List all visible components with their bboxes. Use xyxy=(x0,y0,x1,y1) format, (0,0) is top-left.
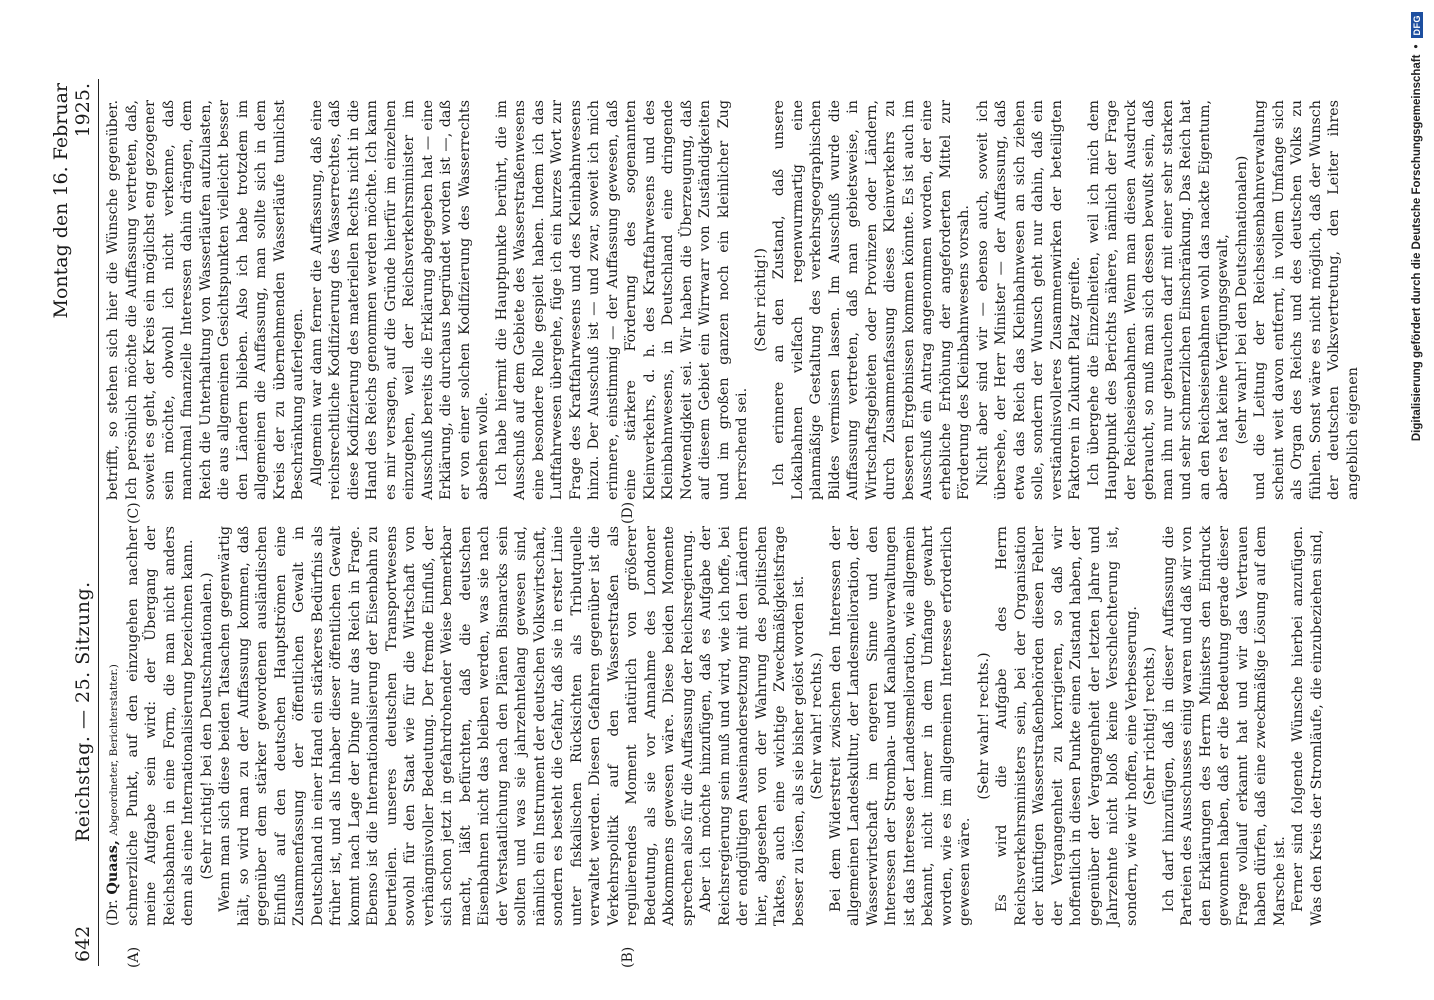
paragraph: Aber ich möchte hinzufügen, daß es Aufgabe der Reichsregierung sein muß und wird, wie ich hoffe, bei der endgültigen Auseinandersetzung mit den Ländern hier, abgesehen von der Wahrung des politischen Taktes, auch eine wichtige Zweckmäßigkeitsfrage besser zu lösen, als sie bisher gelöst worden ist. xyxy=(698,526,807,926)
paragraph: Wenn man sich diese beiden Tatsachen gegenwärtig hält, so wird man zu der Auffassung kommen, daß gegenüber dem stärker gewordenen ausländischen Einfluß auf den deutschen Hauptströmen eine Zusammenfassung der öffentlichen Gewalt in Deutschland in einer Hand ein stärkeres Bedürfnis als früher ist, und als Inhaber dieser öffentlichen Gewalt kommt nach Lage der Dinge nur das Reich in Frage. Ebenso ist die Internationalisierung der Eisenbahn zu beurteilen. unseres deutschen Transportwesens sowohl für den Staat wie für die Wirtschaft von verhängnisvoller Bedeutung. Der fremde Einfluß, der sich schon jetzt in gefahrdrohender Weise bemerkbar macht, läßt befürchten, daß die deutschen Eisenbahnen nicht das bleiben werden, was sie nach der Verstaatlichung nach den Plänen Bismarcks sein sollten und was sie jahrzehntelang gewesen sind, nämlich ein Instrument der deutschen Volkswirtschaft, sondern es besteht die Gefahr, daß sie in erster Linie unter fiskalischen Rücksichten als Tributquelle verwaltet werden. Diesen Gefahren gegenüber ist die Verkehrspolitik auf den Wasserstraßen als regulierendes Moment natürlich von größerer Bedeutung, als sie vor Annahme des Londoner Abkommens gewesen wäre. Diese beiden Momente sprechen also für die Auffassung der Reichsregierung. xyxy=(217,526,696,926)
margin-mark-c: (C) xyxy=(126,502,142,524)
speaker-role: Abgeordneter, Berichterstatter.) xyxy=(108,664,120,836)
running-title: Reichstag. — 25. Sitzung. xyxy=(72,581,94,842)
credit-text: Digitalisierung gefördert durch die Deutsche Forschungsgemeinschaft xyxy=(1411,54,1423,442)
margin-mark-a: (A) xyxy=(126,946,142,968)
paragraph: schmerzliche Punkt, auf den einzugehen nachher meine Aufgabe sein wird: der Übergang der Reichsbahnen in eine Form, die man nicht anders denn als eine Internationalisierung bezeichnen kann. xyxy=(124,526,196,926)
session-date: Montag den 16. Februar 1925. xyxy=(50,83,94,319)
interjection: (Sehr richtig! bei den Deutschnationalen.) xyxy=(198,572,215,880)
paragraph: betrifft, so stehen sich hier die Wünsche gegenüber. Ich persönlich möchte die Auffassung vertreten, daß, soweit es geht, der Kreis ein möglichst eng gezogener sein möchte, obwohl ich nicht verkenne, daß manchmal finanzielle Interessen dahin drängen, dem Reich die Unterhaltung von Wasserläufen aufzulasten, die aus allgemeinen Gesichtspunkten vielleicht besser den Ländern blieben. Also ich habe trotzdem im allgemeinen die Auffassung, man sollte sich in dem Kreis der zu übernehmenden Wasserläufe tunlichst Beschränkung auferlegen. xyxy=(105,100,306,500)
paragraph: Bei dem Widerstreit zwischen den Interessen der allgemeinen Landeskultur, der Landesmelioration, der Wasserwirtschaft im engeren Sinne und den Interessen der Strombau- und Kanalbauverwaltungen ist das Interesse der Landesmelioration, wie allgemein bekannt, nicht immer in dem Umfange gewahrt worden, wie es im allgemeinen Interesse erforderlich gewesen wäre. xyxy=(827,526,973,926)
interjection: (Sehr richtig!) xyxy=(752,248,769,352)
page-number: 642 xyxy=(72,925,94,962)
paragraph: Ferner sind folgende Wünsche hierbei anzufügen. Was den Kreis der Stromläufe, die einzubeziehen sind, xyxy=(1290,526,1325,926)
speaker-prefix: (Dr. xyxy=(105,899,121,926)
paragraph: Ich habe hiermit die Hauptpunkte berührt, die im Ausschuß auf dem Gebiete des Wasserstraßenwesens eine besondere Rolle gespielt haben. Indem ich das Luftfahrwesen übergehe, füge ich ein kurzes Wort zur Frage des Kraftfahrwesens und des Kleinbahnwesens hinzu. Der Ausschuß ist — und zwar, soweit ich mich erinnere, einstimmig — der Auffassung gewesen, daß eine stärkere Förderung des sogenannten Kleinverkehrs, d. h. des Kraftfahrwesens und des Kleinbahnwesens, in Deutschland eine dringende Notwendigkeit sei. Wir haben die Überzeugung, daß auf diesem Gebiet ein Wirrwarr von Zuständigkeiten und im großen ganzen noch ein kleinlicher Zug herrschend sei. xyxy=(493,100,750,500)
paragraph: Ich erinnere an den Zustand, daß unsere Lokalbahnen vielfach regenwurmartig eine planmäßige Gestaltung des verkehrsgeographischen Bildes vermissen lassen. Im Ausschuß wurde die Auffassung vertreten, daß man gebietsweise, in Wirtschaftsgebieten oder Provinzen oder Ländern, durch Zusammenfassung dieses Kleinverkehrs zu besseren Ergebnissen kommen könnte. Es ist auch im Ausschuß ein Antrag angenommen worden, der eine erhebliche Erhöhung der angeforderten Mittel zur Förderung des Kleinbahnwesens vorsah. xyxy=(771,100,972,500)
interjection: (sehr wahr! bei den Deutschnationalen) xyxy=(1233,155,1250,445)
dfg-logo: DFG xyxy=(1411,12,1423,39)
interjection: (Sehr richtig! rechts.) xyxy=(1142,646,1158,806)
speaker-line xyxy=(104,526,124,926)
margin-mark-d: (D) xyxy=(620,501,636,524)
header-rule xyxy=(98,79,99,966)
left-column xyxy=(104,526,1326,926)
rotated-document-page xyxy=(50,75,1361,970)
paragraph: Nicht aber sind wir — ebenso auch, soweit ich übersehe, der Herr Minister — der Auffassung, daß etwa das Reich das Kleinbahnwesen an sich ziehen solle, sondern der Wunsch geht nur dahin, daß ein verständnisvolleres Zusammenwirken der beteiligten Faktoren in Zukunft Platz greifte. xyxy=(974,100,1083,500)
paragraph: Allgemein war dann ferner die Auffassung, daß eine reichsrechtliche Kodifizierung des Wasserrechtes, daß diese Kodifizierung des materiellen Rechts nicht in die Hand des Reichs genommen werden möchte. Ich kann es mir versagen, auf die Gründe hierfür im einzelnen einzugehen, weil der Reichsverkehrsminister im Ausschuß bereits die Erklärung abgegeben hat — eine Erklärung, die durchaus begründet worden ist —, daß er von einer solchen Kodifizierung des Wasserrechts absehen wolle. xyxy=(308,100,491,500)
paragraph: Ich darf hinzufügen, daß in dieser Auffassung die Parteien des Ausschusses einig waren und daß wir von den Erklärungen des Herrn Ministers den Eindruck gewonnen haben, daß er die Bedeutung gerade dieser Frage vollauf erkannt hat und wir das Vertrauen haben dürfen, daß eine zweckmäßige Lösung auf dem Marsche ist. xyxy=(1160,526,1288,926)
margin-mark-b: (B) xyxy=(620,946,636,968)
digitization-credit: Digitalisierung gefördert durch die Deutsche Forschungsgemeinschaft • DFG xyxy=(1404,12,1430,992)
speaker-name: Quaas, xyxy=(105,840,121,895)
page-header xyxy=(50,83,94,962)
paragraph: Ich übergehe die Einzelheiten, weil ich mich dem Hauptpunkt des Berichts nähere, nämlich der Frage der Reichseisenbahnen. Wenn man diesen Ausdruck gebraucht, so muß man sich dessen bewußt sein, daß man ihn nur gebrauchen darf mit einer sehr starken und sehr schmerzlichen Einschränkung. Das Reich hat an den Reichseisenbahnen wohl das nackte Eigentum, aber es hat keine Verfügungsgewalt, xyxy=(1085,100,1231,500)
interjection: (Sehr wahr! rechts.) xyxy=(975,652,992,800)
paragraph: und die Leitung der Reichseisenbahnverwaltung scheint weit davon entfernt, in vollem Umfange sich als Organ des Reichs und des deutschen Volks zu fühlen. Sonst wäre es nicht möglich, daß der Wunsch der deutschen Volksvertretung, den Leiter ihres angeblich eigenen xyxy=(1252,100,1361,500)
right-column xyxy=(104,100,1362,500)
paragraph: Es wird die Aufgabe des Herrn Reichsverkehrsministers sein, bei der Organisation der künftigen Wasserstraßenbehörden diesen Fehler der Vergangenheit zu korrigieren, so daß wir hoffentlich in diesen Punkte einen Zustand haben, der gegenüber der Vergangenheit der letzten Jahre und Jahrzehnte nicht bloß keine Verschlechterung ist, sondern, wie wir hoffen, eine Verbesserung. xyxy=(994,526,1140,926)
interjection: (Sehr wahr! rechts.) xyxy=(809,652,825,800)
